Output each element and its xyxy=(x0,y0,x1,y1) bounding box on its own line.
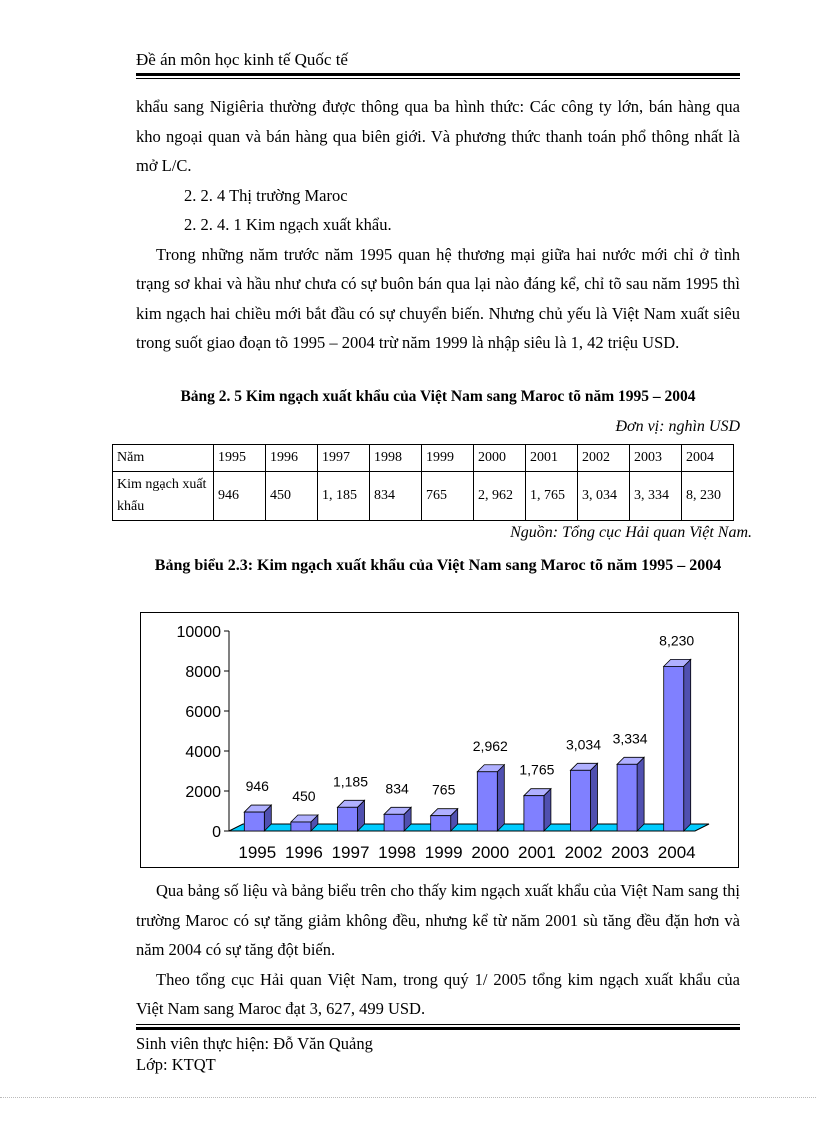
table-title: Bảng 2. 5 Kim ngạch xuất khẩu của Việt Nam sang Maroc tõ năm 1995 – 2004 xyxy=(180,388,696,405)
bar xyxy=(291,822,311,831)
data-label: 1,185 xyxy=(332,773,369,790)
table-unit: Đơn vị: nghìn USD xyxy=(615,418,740,435)
footer-student: Sinh viên thực hiện: Đỗ Văn Quảng xyxy=(136,1034,373,1053)
y-tick-label: 4000 xyxy=(185,744,221,761)
table-year-cell: 1997 xyxy=(318,445,370,472)
table-year-cell: 1999 xyxy=(422,445,474,472)
paragraph-intro: Trong những năm trước năm 1995 quan hệ thương mại giữa hai nước mới chỉ ở tình trạng sơ khai và hầu như chưa có sự buôn bán qua lại nào đáng kể, chỉ tõ sau năm 1995 thì kim ngạch hai chiều mới bắt đầu có sự chuyển biến. Nhưng chủ yếu là Việt Nam xuất siêu trong suốt giao đoạn tõ 1995 – 2004 trừ năm 1999 là nhập siêu là 1, 42 triệu USD. xyxy=(136,244,740,352)
table-value-cell: 450 xyxy=(266,472,318,521)
bar-side xyxy=(637,757,644,831)
footer-rule xyxy=(136,1024,740,1030)
table-value-cell: 1, 765 xyxy=(526,472,578,521)
data-label: 2,962 xyxy=(472,737,508,754)
paragraph-continued: khẩu sang Nigiêria thường được thông qua ba hình thức: Các công ty lớn, bán hàng qua kho ngoại quan và bán hàng qua biên giới. Và phương thức thanh toán phổ thông nhất là mở L/C. xyxy=(136,97,740,175)
table-value-cell: 946 xyxy=(214,472,266,521)
bar-side xyxy=(497,765,504,831)
table-year-cell: 2004 xyxy=(682,445,734,472)
bar-chart xyxy=(140,612,739,868)
paragraph-q1-2005: Theo tổng cục Hải quan Việt Nam, trong quý 1/ 2005 tổng kim ngạch xuất khẩu của Việt Nam sang Maroc đạt 3, 627, 499 USD. xyxy=(136,969,740,1018)
page-edge-divider xyxy=(0,1097,816,1098)
data-label: 946 xyxy=(245,778,269,795)
table-year-cell: 2003 xyxy=(630,445,682,472)
bar xyxy=(384,814,404,831)
table-year-cell: 1995 xyxy=(214,445,266,472)
bar xyxy=(244,812,264,831)
table-header-row xyxy=(113,445,734,472)
bar xyxy=(338,807,358,831)
table-year-cell: 2001 xyxy=(526,445,578,472)
body-top xyxy=(136,92,740,358)
data-label: 1,765 xyxy=(519,761,555,778)
bar-chart-svg xyxy=(141,613,738,867)
body-bottom xyxy=(136,876,740,1024)
header-rule xyxy=(136,73,740,79)
x-tick-label: 1995 xyxy=(238,843,277,862)
x-tick-label: 1999 xyxy=(424,843,463,862)
x-tick-label: 2002 xyxy=(564,843,603,862)
x-tick-label: 1998 xyxy=(378,843,417,862)
data-label: 8,230 xyxy=(659,632,695,649)
bar-side xyxy=(591,763,598,831)
bar xyxy=(664,666,684,831)
x-tick-label: 1997 xyxy=(331,843,370,862)
bar xyxy=(477,772,497,831)
x-tick-label: 2001 xyxy=(517,843,556,862)
table-source: Nguồn: Tổng cục Hải quan Việt Nam. xyxy=(510,524,752,541)
bar xyxy=(431,816,451,831)
table-value-cell: 3, 034 xyxy=(578,472,630,521)
table-value-row xyxy=(113,472,734,521)
heading-market: 2. 2. 4 Thị trường Maroc xyxy=(184,185,348,205)
y-tick-label: 2000 xyxy=(185,784,221,801)
x-tick-label: 2003 xyxy=(611,843,650,862)
table-row-label: Kim ngạch xuất khẩu xyxy=(113,472,214,521)
table-value-cell: 8, 230 xyxy=(682,472,734,521)
bar xyxy=(524,796,544,831)
bar xyxy=(617,764,637,831)
data-label: 765 xyxy=(432,781,456,798)
y-tick-label: 6000 xyxy=(185,704,221,721)
table-value-cell: 2, 962 xyxy=(474,472,526,521)
table-year-cell: 1996 xyxy=(266,445,318,472)
heading-export-value: 2. 2. 4. 1 Kim ngạch xuất khẩu. xyxy=(184,215,392,234)
footer-class: Lớp: KTQT xyxy=(136,1055,216,1074)
chart-title: Bảng biểu 2.3: Kim ngạch xuất khẩu của Việt Nam sang Maroc tõ năm 1995 – 2004 xyxy=(154,557,722,574)
paragraph-analysis: Qua bảng số liệu và bảng biểu trên cho thấy kim ngạch xuất khẩu của Việt Nam sang thị trường Maroc có sự tăng giảm không đều, nhưng kể từ năm 2001 sù tăng đều đặn hơn và năm 2004 có sự tăng đột biến. xyxy=(136,881,740,959)
x-tick-label: 1996 xyxy=(284,843,323,862)
data-label: 3,334 xyxy=(612,730,648,747)
table-year-cell: 1998 xyxy=(370,445,422,472)
y-tick-label: 0 xyxy=(212,824,221,841)
footer xyxy=(136,1033,373,1075)
data-label: 834 xyxy=(385,780,409,797)
export-table xyxy=(112,444,734,521)
y-tick-label: 10000 xyxy=(176,624,221,641)
x-tick-label: 2000 xyxy=(471,843,510,862)
table-value-cell: 3, 334 xyxy=(630,472,682,521)
bar xyxy=(571,770,591,831)
data-label: 3,034 xyxy=(565,736,602,753)
y-tick-label: 8000 xyxy=(185,664,221,681)
data-label: 450 xyxy=(292,788,316,804)
table-value-cell: 765 xyxy=(422,472,474,521)
table-year-cell: 2002 xyxy=(578,445,630,472)
table-value-cell: 1, 185 xyxy=(318,472,370,521)
table-year-cell: 2000 xyxy=(474,445,526,472)
x-tick-label: 2004 xyxy=(657,843,696,862)
header-title: Đề án môn học kinh tế Quốc tế xyxy=(136,50,348,69)
bar-side xyxy=(684,659,691,831)
table-value-cell: 834 xyxy=(370,472,422,521)
table-header-label: Năm xyxy=(113,445,214,472)
